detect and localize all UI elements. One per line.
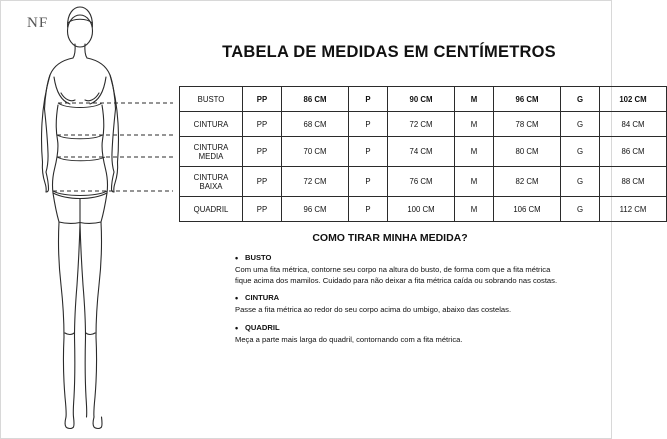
row-label: QUADRIL [180, 197, 243, 222]
size-cell: P [349, 87, 388, 112]
howto-heading: • CINTURA [245, 293, 563, 304]
value-cell: 96 CM [494, 87, 561, 112]
figure-panel [1, 1, 173, 438]
measurements-table [179, 86, 667, 222]
size-cell: PP [243, 137, 282, 167]
row-label: BUSTO [180, 87, 243, 112]
value-cell: 96 CM [282, 197, 349, 222]
howto-text: Passe a fita métrica ao redor do seu corpo acima do umbigo, abaixo das costelas. [235, 305, 512, 315]
table-row [180, 112, 667, 137]
value-cell: 70 CM [282, 137, 349, 167]
value-cell: 68 CM [282, 112, 349, 137]
howto-heading: • BUSTO [245, 253, 563, 264]
size-cell: G [561, 197, 600, 222]
value-cell: 72 CM [282, 167, 349, 197]
value-cell: 76 CM [388, 167, 455, 197]
howto-item-cintura [233, 293, 563, 316]
value-cell: 72 CM [388, 112, 455, 137]
page-title: TABELA DE MEDIDAS EM CENTÍMETROS [222, 43, 556, 61]
table-row [180, 167, 667, 197]
size-cell: P [349, 167, 388, 197]
size-cell: M [455, 87, 494, 112]
size-cell: PP [243, 197, 282, 222]
size-cell: PP [243, 167, 282, 197]
howto-text: Meça a parte mais larga do quadril, contornando com a fita métrica. [235, 334, 463, 344]
howto-item-quadril [233, 323, 563, 346]
row-label: CINTURA BAIXA [180, 167, 243, 197]
brand-logo: NF [27, 15, 49, 31]
value-cell: 84 CM [600, 112, 667, 137]
size-cell: M [455, 112, 494, 137]
size-cell: P [349, 112, 388, 137]
howto-heading: • QUADRIL [245, 323, 563, 334]
size-cell: M [455, 167, 494, 197]
value-cell: 106 CM [494, 197, 561, 222]
size-cell: M [455, 197, 494, 222]
value-cell: 102 CM [600, 87, 667, 112]
howto-item-busto [233, 253, 563, 286]
howto-list [233, 253, 563, 352]
row-label: CINTURA [180, 112, 243, 137]
size-cell: G [561, 87, 600, 112]
measure-arcs [53, 103, 107, 196]
size-cell: G [561, 137, 600, 167]
table-row [180, 197, 667, 222]
value-cell: 86 CM [600, 137, 667, 167]
value-cell: 112 CM [600, 197, 667, 222]
size-cell: PP [243, 87, 282, 112]
size-cell: PP [243, 112, 282, 137]
howto-title: COMO TIRAR MINHA MEDIDA? [312, 232, 468, 244]
table-row [180, 137, 667, 167]
size-cell: P [349, 197, 388, 222]
size-cell: P [349, 137, 388, 167]
value-cell: 88 CM [600, 167, 667, 197]
size-cell: G [561, 112, 600, 137]
size-cell: M [455, 137, 494, 167]
value-cell: 86 CM [282, 87, 349, 112]
value-cell: 74 CM [388, 137, 455, 167]
howto-text: Com uma fita métrica, contorne seu corpo na altura do busto, de forma com que a fita métrica fique acima dos mamilos. Cuidado para não deixar a fita métrica caída ou sobrando nas costas. [235, 264, 558, 285]
row-label: CINTURA MEDIA [180, 137, 243, 167]
value-cell: 100 CM [388, 197, 455, 222]
value-cell: 78 CM [494, 112, 561, 137]
size-cell: G [561, 167, 600, 197]
value-cell: 90 CM [388, 87, 455, 112]
value-cell: 80 CM [494, 137, 561, 167]
table-row [180, 87, 667, 112]
female-body-illustration [1, 1, 173, 438]
value-cell: 82 CM [494, 167, 561, 197]
